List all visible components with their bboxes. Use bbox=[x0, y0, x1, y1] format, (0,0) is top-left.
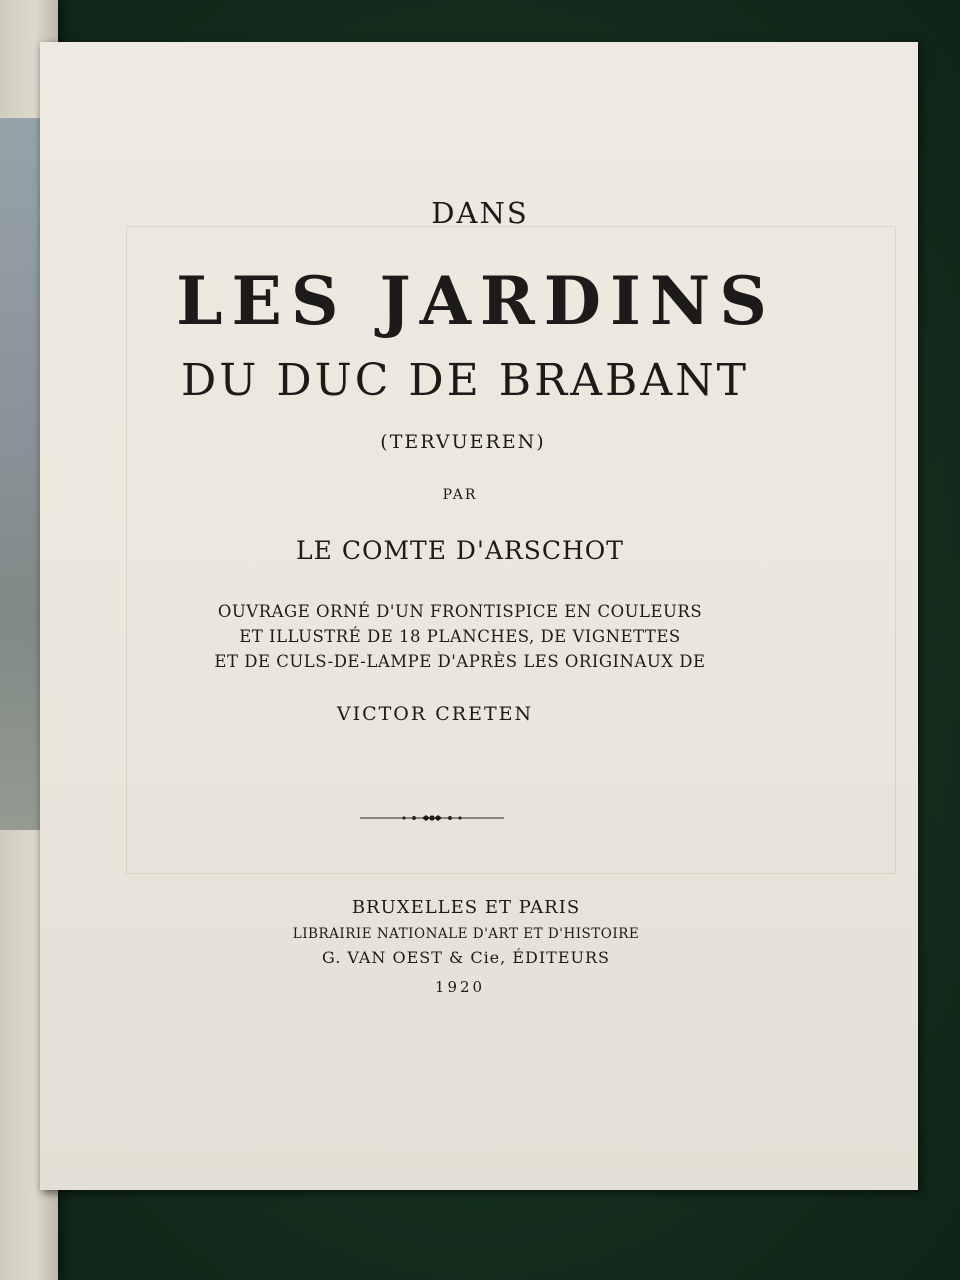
ornament-divider bbox=[360, 810, 504, 826]
imprint-year: 1920 bbox=[434, 978, 486, 996]
description bbox=[0, 599, 940, 674]
description-line: OUVRAGE ORNÉ D'UN FRONTISPICE EN COULEURS bbox=[217, 602, 703, 621]
imprint-city: BRUXELLES ET PARIS bbox=[351, 897, 581, 918]
author-name: LE COMTE D'ARSCHOT bbox=[296, 536, 624, 565]
imprint-library: LIBRAIRIE NATIONALE D'ART ET D'HISTOIRE bbox=[292, 926, 640, 942]
description-line: ET ILLUSTRÉ DE 18 PLANCHES, DE VIGNETTES bbox=[239, 627, 681, 646]
by-line: PAR bbox=[442, 487, 478, 503]
title-prefix: DANS bbox=[431, 196, 529, 230]
imprint-publisher: G. VAN OEST & Cie, ÉDITEURS bbox=[321, 948, 610, 967]
main-title: LES JARDINS bbox=[176, 262, 776, 340]
subtitle: DU DUC DE BRABANT bbox=[181, 355, 749, 406]
description-line: ET DE CULS-DE-LAMPE D'APRÈS LES ORIGINAUX DE bbox=[214, 652, 706, 671]
artist-name: VICTOR CRETEN bbox=[336, 703, 534, 725]
place-name: (TERVUEREN) bbox=[380, 431, 546, 453]
